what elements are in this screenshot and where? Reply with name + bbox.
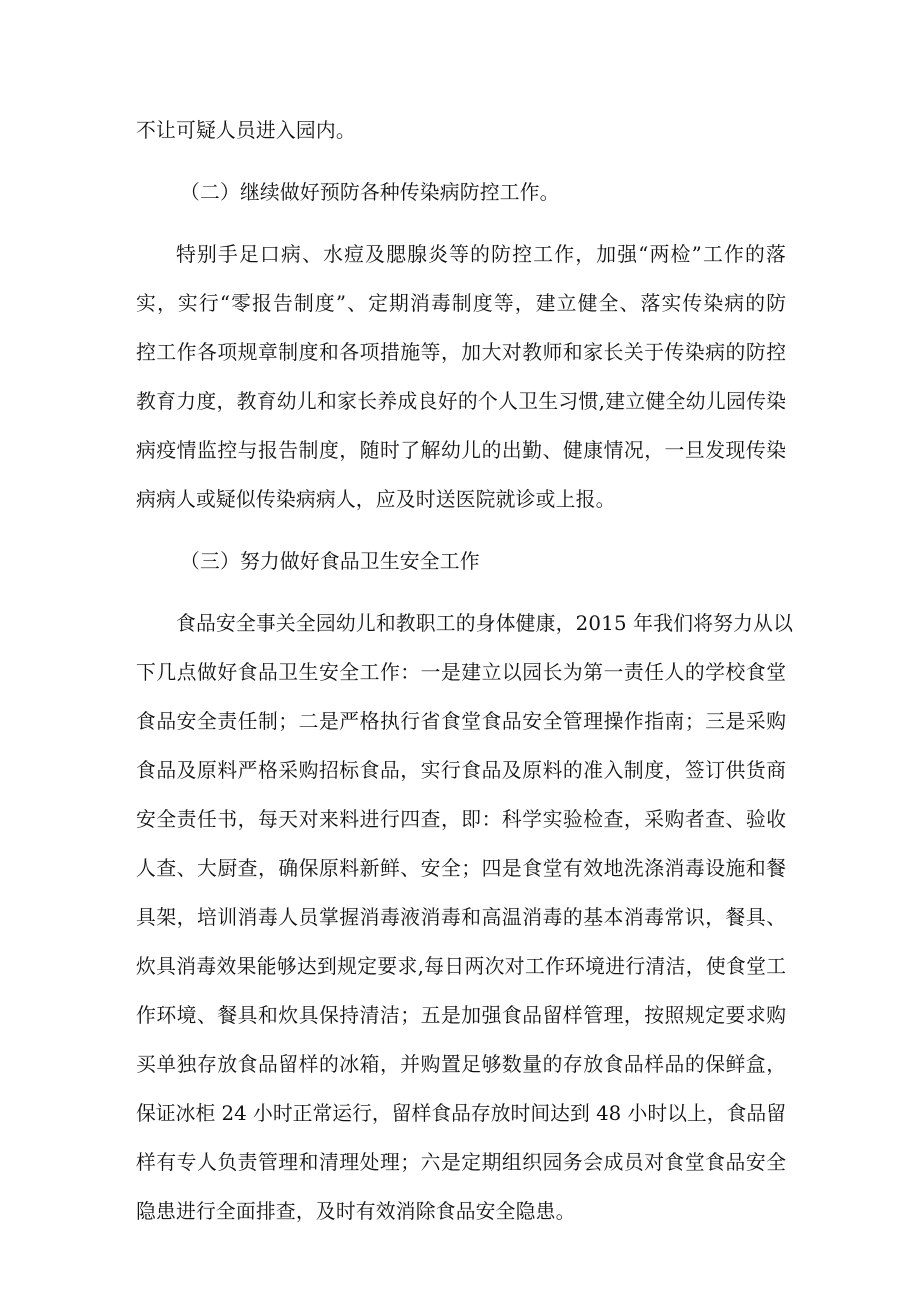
paragraph-line: 食品安全责任制；二是严格执行省食堂食品安全管理操作指南；三是采购 [136, 710, 786, 733]
paragraph-line: 控工作各项规章制度和各项措施等，加大对教师和家长关于传染病的防控 [136, 341, 786, 364]
paragraph-line: 隐患进行全面排查，及时有效消除食品安全隐患。 [136, 1200, 576, 1223]
paragraph-line: 安全责任书，每天对来料进行四查，即：科学实验检查，采购者查、验收 [136, 808, 786, 831]
paragraph-line: 病疫情监控与报告制度，随时了解幼儿的出勤、健康情况，一旦发现传染 [136, 439, 786, 462]
paragraph-line: 食品安全事关全园幼儿和教职工的身体健康，2015 年我们将努力从以 [176, 612, 794, 635]
paragraph-line: 下几点做好食品卫生安全工作：一是建立以园长为第一责任人的学校食堂 [136, 661, 786, 684]
paragraph-line: 特别手足口病、水痘及腮腺炎等的防控工作，加强“两检”工作的落 [176, 243, 786, 266]
paragraph-line: 炊具消毒效果能够达到规定要求,每日两次对工作环境进行清洁，使食堂工 [136, 955, 786, 978]
paragraph-line: 实，实行“零报告制度”、定期消毒制度等，建立健全、落实传染病的防 [136, 292, 786, 315]
section-heading: （三）努力做好食品卫生安全工作 [180, 550, 480, 573]
paragraph-line: 保证冰柜 24 小时正常运行，留样食品存放时间达到 48 小时以上，食品留 [136, 1102, 786, 1125]
paragraph-line: 样有专人负责管理和清理处理；六是定期组织园务会成员对食堂食品安全 [136, 1151, 786, 1174]
paragraph-line: 作环境、餐具和炊具保持清洁；五是加强食品留样管理，按照规定要求购 [136, 1004, 786, 1027]
paragraph-line: 食品及原料严格采购招标食品，实行食品及原料的准入制度，签订供货商 [136, 759, 786, 782]
paragraph-line: 具架，培训消毒人员掌握消毒液消毒和高温消毒的基本消毒常识，餐具、 [136, 906, 786, 929]
paragraph-line: 病病人或疑似传染病病人，应及时送医院就诊或上报。 [136, 488, 616, 511]
paragraph-line: 教育力度，教育幼儿和家长养成良好的个人卫生习惯,建立健全幼儿园传染 [136, 390, 786, 413]
paragraph-line: 人查、大厨查，确保原料新鲜、安全；四是食堂有效地洗涤消毒设施和餐 [136, 857, 786, 880]
section-heading: （二）继续做好预防各种传染病防控工作。 [180, 181, 560, 204]
paragraph-line: 买单独存放食品留样的冰箱，并购置足够数量的存放食品样品的保鲜盒， [136, 1053, 786, 1076]
paragraph-line: 不让可疑人员进入园内。 [136, 119, 356, 142]
